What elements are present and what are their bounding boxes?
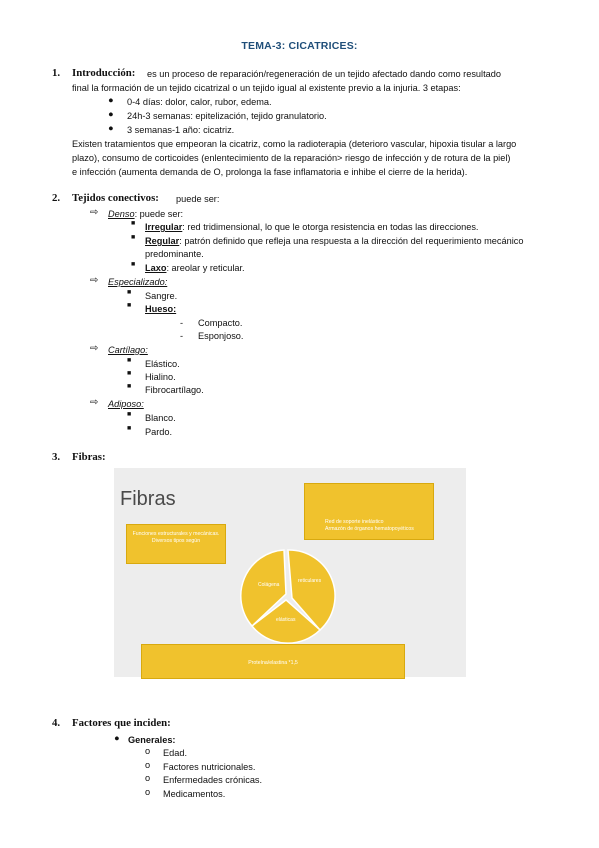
square-bullet-icon: ■ (127, 370, 132, 377)
square-bullet-icon: ■ (131, 234, 136, 241)
section-number: 2. (52, 192, 61, 204)
circle-bullet-icon: o (145, 760, 151, 770)
pie-label-colagena: Colágena (258, 582, 280, 588)
section-2-intro: puede ser: (176, 194, 220, 204)
regular-item (145, 234, 523, 248)
square-bullet-icon: ■ (127, 289, 132, 296)
compacto-item: Compacto. (198, 318, 243, 328)
treatment-paragraph-line-2: plazo), consumo de corticoides (enlentecimiento de la reparación> riesgo de infección y de rotura de la piel) (72, 153, 511, 163)
regular-text-continued: predominante. (145, 249, 204, 259)
section-number: 3. (52, 451, 61, 463)
section-2-heading (52, 192, 159, 204)
bullet-dot-icon: ● (114, 733, 120, 743)
bullet-dot-icon: ● (108, 109, 114, 119)
treatment-paragraph-line-1: Existen tratamientos que empeoran la cicatriz, como la radioterapia (deterioro vascular, hipoxia tisular a largo (72, 139, 517, 149)
arrow-right-icon: ⇨ (90, 397, 99, 408)
cartilago-label: Cartílago: (108, 345, 148, 355)
dash-icon: - (180, 331, 184, 341)
fibras-pie-diagram (234, 548, 344, 648)
cartilago-item: Hialino. (145, 372, 176, 382)
intro-line-2: final la formación de un tejido cicatrizal o un tejido igual al existente previo a la injuria. 3 etapas: (72, 83, 461, 93)
denso-text: : puede ser: (134, 209, 184, 219)
section-title: Factores que inciden: (72, 717, 171, 729)
square-bullet-icon: ■ (131, 220, 136, 227)
factor-item: Medicamentos. (163, 789, 226, 799)
arrow-right-icon: ⇨ (90, 343, 99, 354)
factor-item: Factores nutricionales. (163, 762, 256, 772)
bullet-dot-icon: ● (108, 95, 114, 105)
stage-item: 3 semanas-1 año: cicatriz. (127, 125, 235, 135)
square-bullet-icon: ■ (127, 425, 132, 432)
laxo-text: : areolar y reticular. (166, 263, 245, 273)
regular-label: Regular (145, 236, 180, 246)
cartilago-item: Fibrocartílago. (145, 385, 204, 395)
arrow-right-icon: ⇨ (90, 207, 99, 218)
section-number: 1. (52, 67, 61, 79)
cartilago-item: Elástico. (145, 359, 180, 369)
irregular-label: Irregular (145, 222, 183, 232)
section-3-heading (52, 451, 106, 463)
slide-box-text: Proteína/elastina *1,5 (248, 660, 298, 666)
slide-title: Fibras (120, 488, 176, 510)
slide-box-text: Funciones estructurales y mecánicas. Diversos tipos según (132, 531, 220, 544)
stage-item: 0-4 días: dolor, calor, rubor, edema. (127, 97, 272, 107)
especializado-label: Especializado: (108, 277, 168, 287)
denso-label: Denso (108, 209, 135, 219)
adiposo-item: Blanco. (145, 413, 176, 423)
page-title: TEMA-3: CICATRICES: (241, 40, 358, 52)
slide-box-text: Red de soporte inelástico Armazón de órganos hematopoyéticos (325, 519, 414, 532)
section-1-heading (52, 67, 135, 79)
intro-line-1: es un proceso de reparación/regeneración de un tejido afectado dando como resultado (147, 69, 501, 79)
generales-label: Generales: (128, 735, 176, 745)
section-number: 4. (52, 717, 61, 729)
square-bullet-icon: ■ (127, 302, 132, 309)
adiposo-label: Adiposo: (108, 399, 144, 409)
square-bullet-icon: ■ (127, 383, 132, 390)
irregular-item (145, 220, 478, 234)
esponjoso-item: Esponjoso. (198, 331, 244, 341)
circle-bullet-icon: o (145, 787, 151, 797)
square-bullet-icon: ■ (131, 261, 136, 268)
dash-icon: - (180, 318, 184, 328)
adiposo-item: Pardo. (145, 427, 173, 437)
fibras-slide-image (114, 468, 466, 677)
laxo-label: Laxo (145, 263, 167, 273)
stage-item: 24h-3 semanas: epitelización, tejido granulatorio. (127, 111, 327, 121)
denso-item (108, 207, 183, 221)
section-title: Tejidos conectivos: (72, 192, 159, 204)
slide-box-proteina (141, 644, 405, 679)
factor-item: Enfermedades crónicas. (163, 775, 263, 785)
pie-label-elasticas: elásticas (276, 617, 296, 623)
treatment-paragraph-line-3: e infección (aumenta demanda de O, prolonga la fase inflamatoria e inhibe el cierre de la herida). (72, 167, 468, 177)
hueso-label: Hueso: (145, 304, 177, 314)
slide-box-funciones (126, 524, 226, 564)
factor-item: Edad. (163, 748, 188, 758)
slide-box-red-soporte (304, 483, 434, 540)
section-title: Fibras: (72, 451, 106, 463)
circle-bullet-icon: o (145, 746, 151, 756)
irregular-text: : red tridimensional, lo que le otorga resistencia en todas las direcciones. (182, 222, 479, 232)
arrow-right-icon: ⇨ (90, 275, 99, 286)
square-bullet-icon: ■ (127, 357, 132, 364)
regular-text: : patrón definido que refleja una respuesta a la dirección del requerimiento mecánico (179, 236, 524, 246)
sangre-item: Sangre. (145, 291, 178, 301)
section-title: Introducción: (72, 67, 136, 79)
laxo-item (145, 261, 245, 275)
bullet-dot-icon: ● (108, 123, 114, 133)
circle-bullet-icon: o (145, 773, 151, 783)
pie-label-reticulares: reticulares (298, 578, 322, 584)
square-bullet-icon: ■ (127, 411, 132, 418)
section-4-heading (52, 717, 171, 729)
